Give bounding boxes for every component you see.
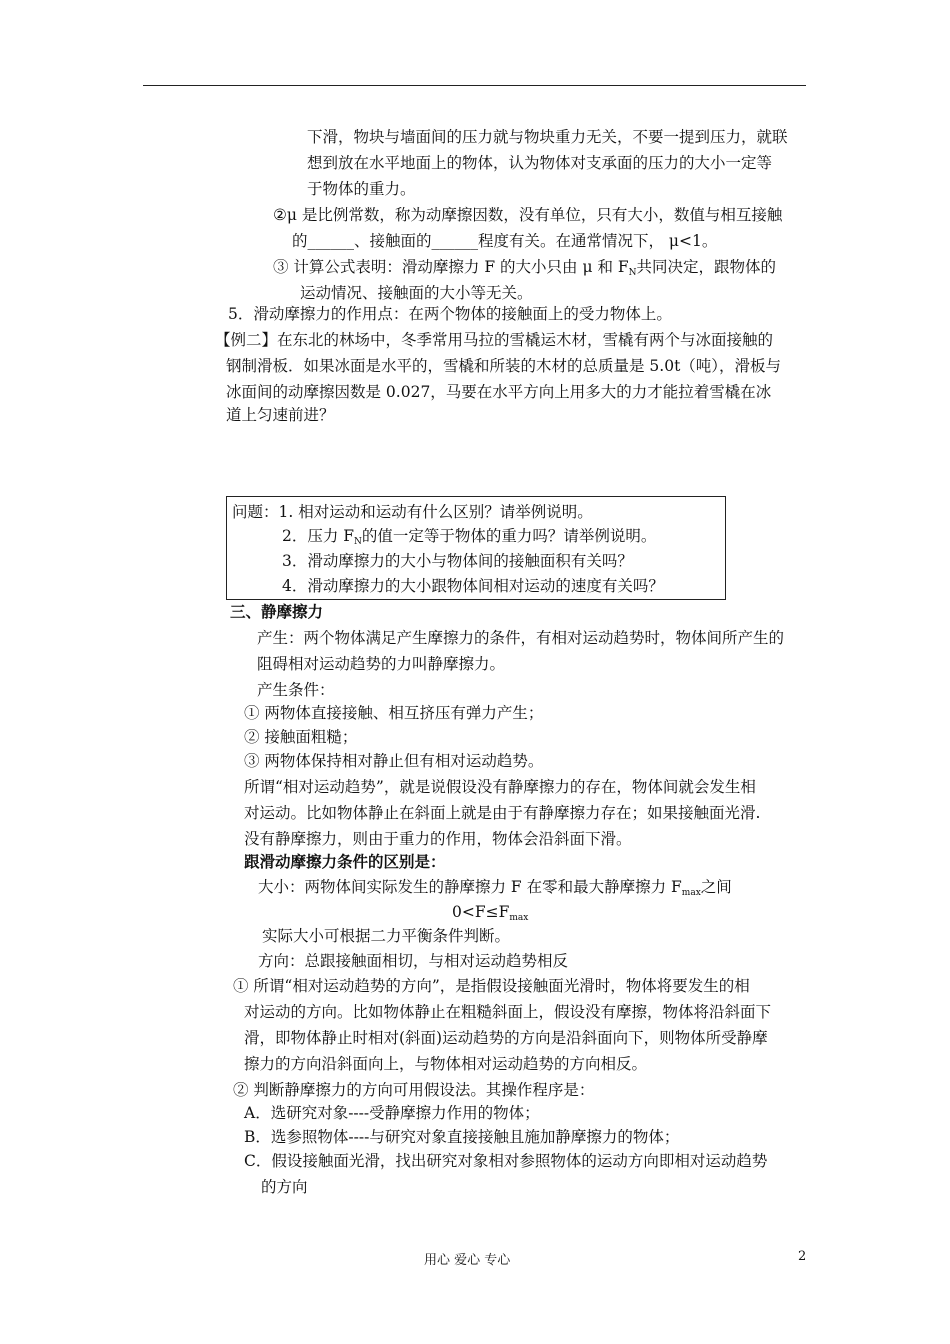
example-2-line: 冰面间的动摩擦因数是 0.027，马要在水平方向上用多大的力才能拉着雪橇在冰 (226, 383, 772, 401)
section-line: 产生条件： (257, 681, 335, 699)
section-line: 产生：两个物体满足产生摩擦力的条件，有相对运动趋势时，物体间所产生的 (257, 629, 785, 647)
direction-2: ② 判断静摩擦力的方向可用假设法。其操作程序是： (233, 1081, 595, 1099)
condition-1: ① 两物体直接接触、相互挤压有弹力产生； (244, 704, 544, 722)
section-line: 对运动。比如物体静止在斜面上就是由于有静摩擦力存在；如果接触面光滑. (244, 804, 761, 822)
text: 0<F≤F (452, 903, 510, 921)
point-5: 5．滑动摩擦力的作用点：在两个物体的接触面上的受力物体上。 (228, 305, 672, 323)
footer-text: 用心 爱心 专心 (424, 1253, 511, 1268)
text: 大小：两物体间实际发生的静摩擦力 F 在零和最大静摩擦力 F (258, 878, 682, 896)
item-3-line (273, 256, 776, 284)
para-line: 下滑，物块与墙面间的压力就与物块重力无关，不要一提到压力，就联 (307, 128, 788, 146)
page-number: 2 (798, 1249, 807, 1264)
example-2-line: 钢制滑板．如果冰面是水平的，雪橇和所装的木材的总质量是 5.0t（吨），滑板与 (226, 357, 782, 375)
step-c: C．假设接触面光滑，找出研究对象相对参照物体的运动方向即相对运动趋势 (244, 1152, 768, 1170)
para-line: 于物体的重力。 (307, 180, 416, 198)
section-line: 阻碍相对运动趋势的力叫静摩擦力。 (257, 655, 506, 673)
question-2 (282, 525, 656, 553)
size-line (258, 876, 732, 904)
condition-2: ② 接触面粗糙； (244, 728, 358, 746)
para-line: 想到放在水平地面上的物体，认为物体对支承面的压力的大小一定等 (307, 154, 773, 172)
section-line: 方向：总跟接触面相切，与相对运动趋势相反 (258, 952, 569, 970)
header-rule (143, 85, 806, 86)
item-2-line: ②μ 是比例常数，称为动摩擦因数，没有单位，只有大小，数值与相互接触 (273, 206, 783, 224)
section-line: 所谓“相对运动趋势”，就是说假设没有静摩擦力的存在，物体间就会发生相 (244, 778, 756, 796)
direction-1-line: 对运动的方向。比如物体静止在粗糙斜面上，假设没有摩擦，物体将沿斜面下 (244, 1003, 772, 1021)
subscript: N (354, 537, 362, 547)
condition-3: ③ 两物体保持相对静止但有相对运动趋势。 (244, 752, 544, 770)
section-line: 实际大小可根据二力平衡条件判断。 (262, 927, 511, 945)
step-b: B．选参照物体----与研究对象直接接触且施加静摩擦力的物体； (244, 1128, 680, 1146)
text: 的值一定等于物体的重力吗？请举例说明。 (361, 527, 657, 545)
step-a: A．选研究对象----受静摩擦力作用的物体； (244, 1104, 540, 1122)
example-2-line: 道上匀速前进？ (226, 406, 335, 424)
subsection-title: 跟滑动摩擦力条件的区别是： (244, 852, 446, 871)
subscript: max (509, 913, 529, 923)
direction-1-line: 滑，即物体静止时相对(斜面)运动趋势的方向是沿斜面向下，则物体所受静摩 (244, 1029, 768, 1047)
text: 之间 (700, 878, 732, 896)
section-line: 没有静摩擦力，则由于重力的作用，物体会沿斜面下滑。 (244, 830, 632, 848)
item-3-line: 运动情况、接触面的大小等无关。 (300, 284, 533, 302)
example-2-line: 【例二】在东北的林场中，冬季常用马拉的雪橇运木材，雪橇有两个与冰面接触的 (215, 331, 774, 349)
text: ③ 计算公式表明：滑动摩擦力 F 的大小只由 μ 和 F (273, 258, 629, 276)
text: 2．压力 F (282, 527, 355, 545)
direction-1-line: ① 所谓“相对运动趋势的方向”，是指假设接触面光滑时，物体将要发生的相 (233, 977, 750, 995)
text: 共同决定，跟物体的 (636, 258, 777, 276)
subscript: N (628, 268, 637, 278)
subscript: max (681, 888, 701, 898)
item-2-line: 的______、接触面的______程度有关。在通常情况下， μ<1。 (292, 232, 718, 250)
question-3: 3．滑动摩擦力的大小与物体间的接触面积有关吗？ (282, 552, 633, 570)
section-title: 三、静摩擦力 (230, 602, 324, 621)
direction-1-line: 擦力的方向沿斜面向上，与物体相对运动趋势的方向相反。 (244, 1055, 648, 1073)
step-c: 的方向 (261, 1178, 308, 1196)
question-4: 4．滑动摩擦力的大小跟物体间相对运动的速度有关吗？ (282, 577, 664, 595)
question-1: 问题：1. 相对运动和运动有什么区别？请举例说明。 (232, 503, 593, 521)
